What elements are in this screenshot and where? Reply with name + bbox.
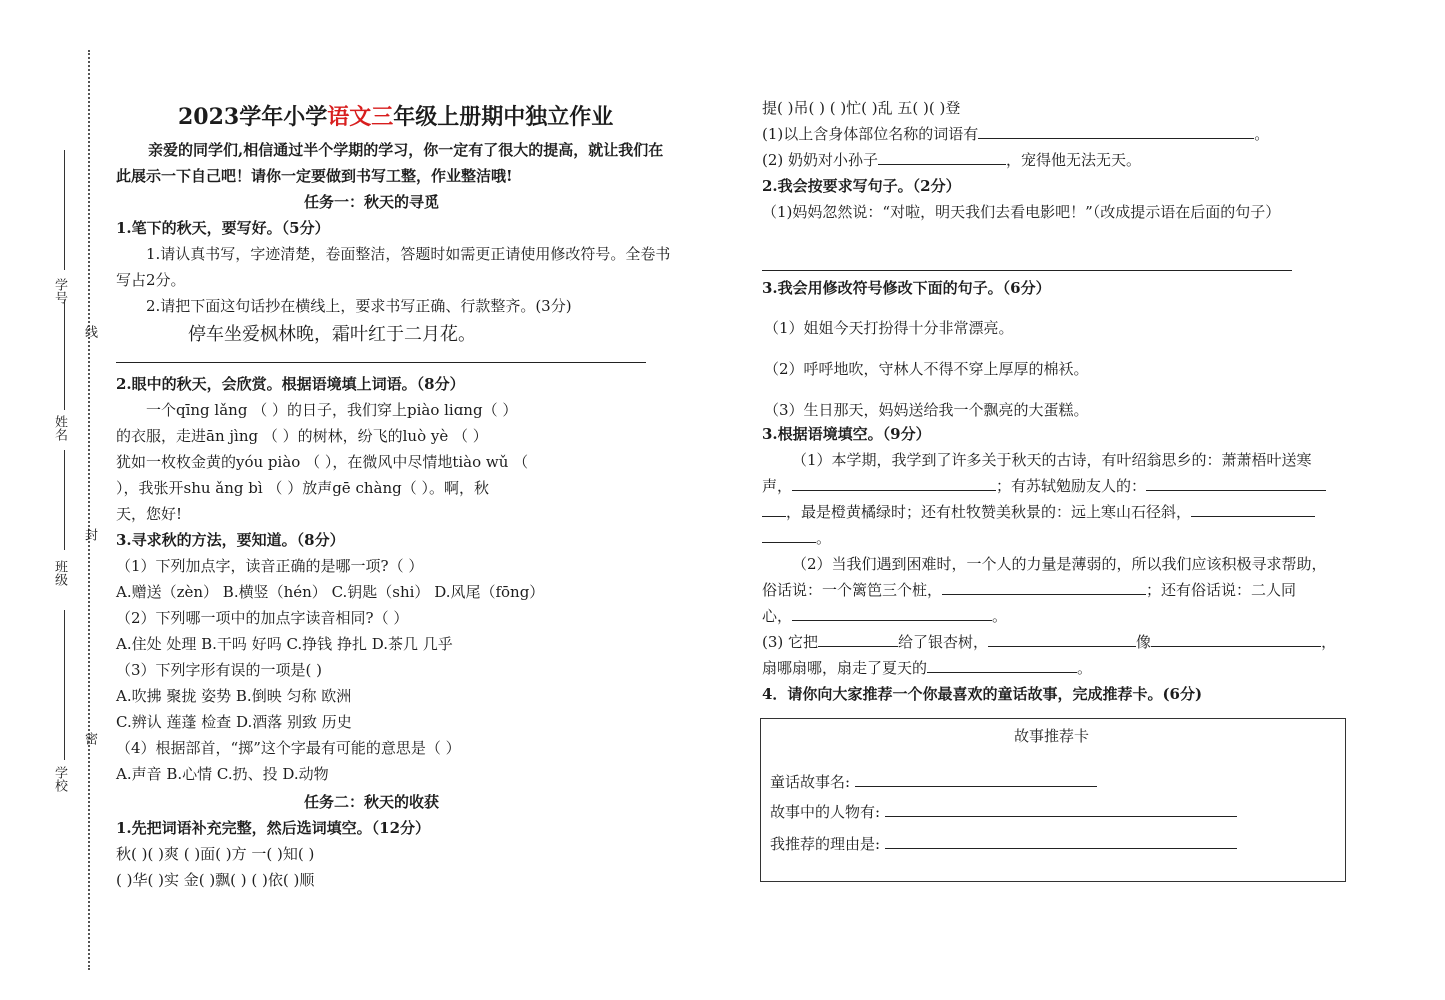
q3-line-9: A.声音 B.心情 C.扔、投 D.动物 <box>116 765 329 783</box>
binding-class-line <box>64 450 65 550</box>
right-q3-item-3: （3）生日那天，妈妈送给我一个飘亮的大蛋糕。 <box>764 401 1089 419</box>
binding-school-label: 学校 <box>52 766 67 792</box>
binding-student-id-label: 学号 <box>52 278 67 304</box>
task2-q1-line2: ( )华( )实 金( )飘( ) ( )依( )顺 <box>116 871 315 889</box>
q3b-line-5: （2）当我们遇到困难时，一个人的力量是薄弱的，所以我们应该积极寻求帮助， <box>792 555 1327 573</box>
card-title: 故事推荐卡 <box>1014 727 1090 745</box>
task1-q1-line2: 写占2分。 <box>116 271 186 289</box>
q3-line-4: A.住处 处理 B.干吗 好吗 C.挣钱 挣扎 D.茶几 几乎 <box>116 635 453 653</box>
binding-student-id-line <box>64 150 65 270</box>
q3b-line-7: 心， 。 <box>762 607 1008 625</box>
q3-line-5: （3）下列字形有误的一项是( ) <box>116 661 323 679</box>
task1-heading: 任务一：秋天的寻觅 <box>304 193 440 211</box>
q2-answer-line <box>762 270 1292 271</box>
q3-line-2: A.赠送（zèn） B.横竖（hén） C.钥匙（shi） D.风尾（fōng） <box>116 583 545 601</box>
binding-seal-mark: 封 <box>82 528 97 541</box>
binding-name-label: 姓名 <box>52 415 67 441</box>
q3b-line-4: 。 <box>762 528 831 548</box>
q3-line-3: （2）下列哪一项中的加点字读音相同?（ ） <box>116 609 409 627</box>
q2-line-2: 的衣服，走进ān jìng （ ）的树林，纷飞的luò yè （ ） <box>116 427 488 445</box>
task1-q1-heading: 1.笔下的秋天，要写好。（5分） <box>116 219 330 237</box>
q3-line-1: （1）下列加点字，读音正确的是哪一项?（ ） <box>116 557 424 575</box>
q2-line-3: 犹如一枚枚金黄的yóu piào （ ），在微风中尽情地tiào wǔ （ <box>116 453 529 471</box>
binding-secret-mark: 密 <box>82 732 97 745</box>
copy-answer-line <box>116 362 646 363</box>
q3-line-8: （4）根据部首，“掷”这个字最有可能的意思是（ ） <box>116 739 461 757</box>
task1-q1-line3: 2.请把下面这句话抄在横线上，要求书写正确、行款整齐。(3分) <box>146 297 572 315</box>
task2-q1-line1: 秋( )( )爽 ( )面( )方 一( )知( ) <box>116 845 315 863</box>
intro-line-2: 此展示一下自己吧！请你一定要做到书写工整，作业整洁哦! <box>116 167 513 185</box>
q3-line-6: A.吹拂 聚拢 姿势 B.倒映 匀称 欧洲 <box>116 687 352 705</box>
right-q2-line: （1)妈妈忽然说：“对啦，明天我们去看电影吧！”（改成提示语在后面的句子） <box>762 203 1281 221</box>
q3b-line-8: (3) 它把 给了银杏树， 像 ， <box>762 633 1337 651</box>
right-q2-heading: 2.我会按要求写句子。（2分） <box>762 177 961 195</box>
card-field-story-name[interactable]: 童话故事名: <box>770 772 1097 792</box>
task1-q3-heading: 3.寻求秋的方法，要知道。（8分） <box>116 531 345 549</box>
page-title-subject: 语文三 <box>327 104 394 130</box>
page-title: 2023学年小学语文三年级上册期中独立作业 <box>178 104 614 130</box>
q3-line-7: C.辨认 莲蓬 检查 D.酒落 别致 历史 <box>116 713 352 731</box>
card-field-reason[interactable]: 我推荐的理由是: <box>770 834 1237 854</box>
task1-q1-line1: 1.请认真书写，字迹清楚，卷面整洁，答题时如需更正请使用修改符号。全卷书 <box>146 245 671 263</box>
q2-line-5: 天，您好! <box>116 505 183 523</box>
right-q3-heading: 3.我会用修改符号修改下面的句子。（6分） <box>762 279 1051 297</box>
task2-q1-heading: 1.先把词语补充完整，然后选词填空。（12分） <box>116 819 431 837</box>
card-field-characters[interactable]: 故事中的人物有: <box>770 802 1237 822</box>
binding-class-label: 班级 <box>52 560 67 586</box>
right-q3-item-1: （1）姐姐今天打扮得十分非常漂亮。 <box>764 319 1014 337</box>
right-q4-heading: 4．请你向大家推荐一个你最喜欢的童话故事，完成推荐卡。(6分) <box>762 685 1203 703</box>
right-q3b-heading: 3.根据语境填空。（9分） <box>762 425 931 443</box>
q3b-line-9: 扇哪扇哪，扇走了夏天的 。 <box>762 659 1093 677</box>
right-top-idioms: 提( )吊( ) ( )忙( )乱 五( )( )登 <box>762 99 961 117</box>
intro-line-1: 亲爱的同学们,相信通过半个学期的学习，你一定有了很大的提高，就让我们在 <box>148 141 664 159</box>
right-sub1: (1)以上含身体部位名称的词语有 。 <box>762 125 1270 143</box>
task1-q2-heading: 2.眼中的秋天，会欣赏。根据语境填上词语。（8分） <box>116 375 465 393</box>
binding-school-line <box>64 610 65 760</box>
q3b-line-2: 声， ；有苏轼勉励友人的： <box>762 476 1326 496</box>
q3b-line-6: 俗话说：一个篱笆三个桩， ；还有俗话说：二人同 <box>762 581 1297 599</box>
q2-line-1: 一个qīng lǎng （ ）的日子，我们穿上piào liɑng（ ） <box>146 401 518 419</box>
right-q3-item-2: （2）呼呼地吹，守林人不得不穿上厚厚的棉袄。 <box>764 360 1089 378</box>
binding-dotted-line <box>88 50 90 970</box>
binding-line-mark: 线 <box>82 325 97 338</box>
task2-heading: 任务二：秋天的收获 <box>304 793 440 811</box>
binding-name-line <box>64 300 65 410</box>
q3b-line-1: （1）本学期，我学到了许多关于秋天的古诗，有叶绍翁思乡的：萧萧梧叶送寒 <box>792 451 1312 469</box>
q2-line-4: ），我张开shu ǎng bì （ ）放声gē chàng（ ）。啊，秋 <box>116 479 489 497</box>
q3b-line-3: ，最是橙黄橘绿时；还有杜牧赞美秋景的：远上寒山石径斜， <box>762 502 1315 522</box>
right-sub2: (2) 奶奶对小孙子 ，宠得他无法无天。 <box>762 151 1142 169</box>
poem-line: 停车坐爱枫林晚，霜叶红于二月花。 <box>188 324 476 345</box>
